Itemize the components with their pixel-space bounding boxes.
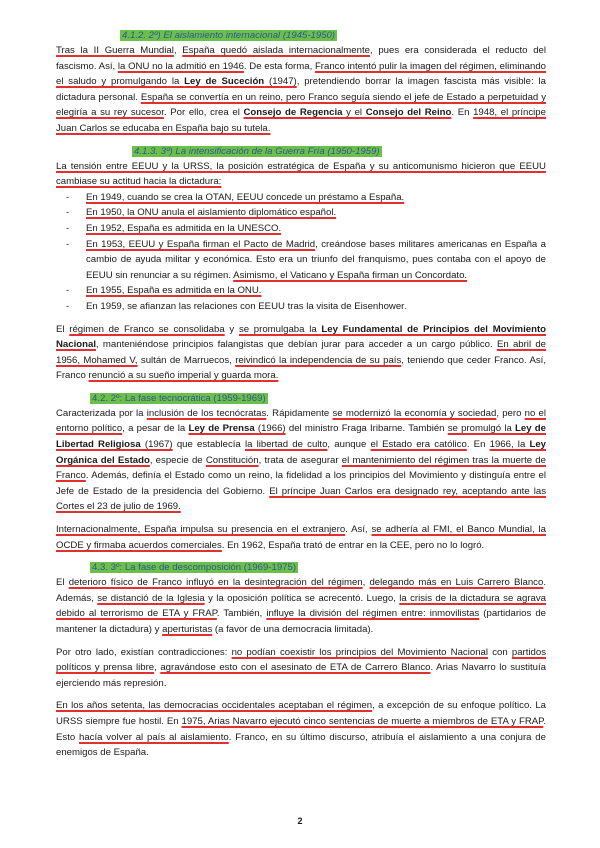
text-run: . Rápidamente bbox=[266, 407, 333, 419]
underlined-text: En 1949, cuando se crea la OTAN, EEUU concede un préstamo a España. bbox=[86, 191, 405, 203]
underlined-text: Ley de Suceción bbox=[184, 76, 265, 88]
text-run: . Esto bbox=[56, 715, 546, 743]
text-run: . Por ello, crea el bbox=[163, 107, 244, 119]
underlined-text: se adhería al FMI, el Banco Mundial, la OCDE y firmaba acuerdos comerciales bbox=[56, 524, 546, 551]
paragraph-tension bbox=[56, 159, 546, 190]
text-run: , aunque bbox=[327, 439, 371, 451]
underlined-text: Ley Fundamental de Principios del Movimiento Nacional bbox=[56, 323, 546, 351]
underlined-text: y el bbox=[342, 107, 366, 119]
paragraph-contradicciones bbox=[56, 645, 546, 692]
underlined-text: El príncipe Juan Carlos era designado rey, aceptando ante las Cortes el 23 de julio de 1969. bbox=[56, 485, 546, 513]
underlined-text: agravándose esto con el asesinato de ETA de Carrero Blanco bbox=[160, 662, 431, 674]
underlined-text: se promulgó la bbox=[447, 423, 516, 435]
underlined-text: 1966, la bbox=[489, 439, 530, 451]
text-run: y la oposición política se acrecentó. Luego, bbox=[204, 592, 400, 604]
events-list bbox=[56, 190, 546, 315]
page-number: 2 bbox=[297, 816, 303, 826]
text-run: . Así, bbox=[345, 524, 372, 536]
underlined-text: no podían coexistir los principios del Movimiento Nacional bbox=[231, 646, 489, 658]
text-run: . Arias Navarro lo sustituía ejerciendo más represión. bbox=[56, 662, 546, 689]
underlined-text: el mantenimiento del régimen tras la muerte de Franco bbox=[56, 454, 546, 482]
underlined-text: Ley de Libertad Religiosa bbox=[56, 423, 546, 451]
text-run: , a excepción de su enfoque político. La URSS siempre fue hostil. En bbox=[56, 700, 546, 727]
paragraph-aislamiento bbox=[56, 43, 546, 137]
underlined-text: En 1952, España es admitida en la UNESCO. bbox=[86, 222, 282, 234]
paragraph-internacional bbox=[56, 522, 546, 553]
underlined-text: Constitución bbox=[205, 454, 259, 466]
text-run: . También, bbox=[216, 608, 267, 620]
underlined-text: inclusión de los tecnócratas bbox=[146, 407, 267, 419]
text-run: , bbox=[154, 662, 161, 674]
text-run: , especie de bbox=[149, 454, 206, 466]
text-run: con bbox=[488, 646, 512, 658]
underlined-text: la ONU no la admitió en 1946 bbox=[117, 60, 244, 72]
underlined-text: reivindicó la independencia de su país bbox=[235, 354, 402, 366]
underlined-text: (1966) bbox=[254, 423, 286, 435]
text-run: , trata de asegurar bbox=[258, 454, 342, 466]
text-run: , creándose bases militares americanas en España a cambio de ayuda militar y económica. Esto era un triunfo del franquismo, pues contaba con el apoyo de EEUU sin renunciar a su régimen. bbox=[86, 238, 547, 281]
text-run: (partidarios de mantener la dictadura) y bbox=[56, 608, 546, 635]
underlined-text: la libertad de culto bbox=[244, 439, 328, 451]
underlined-text: aperturistas bbox=[162, 624, 213, 635]
list-item: - En 1955, España es admitida en la ONU. bbox=[66, 285, 262, 297]
text-run: Por otro lado, existían contradicciones: bbox=[56, 646, 232, 658]
underlined-text: el Estado era católico bbox=[370, 439, 467, 451]
underlined-text: En 1950, la ONU anula el aislamiento diplomático español. bbox=[86, 207, 337, 219]
text-run: , pues era considerada el reducto del fascismo. Así, bbox=[56, 45, 546, 72]
text-run: En 1959, se afianzan las relaciones con EEUU tras la visita de Eisenhower. bbox=[86, 300, 407, 312]
text-run: Caracterizada por la bbox=[56, 407, 147, 419]
underlined-text: partidos políticos y prensa libre bbox=[56, 646, 546, 674]
underlined-text: renunció a su sueño imperial y guarda mora. bbox=[88, 370, 279, 382]
underlined-text: hacía volver al país al aislamiento bbox=[79, 731, 229, 743]
text-run: , teniendo que ceder Franco. Así, Franco bbox=[56, 354, 546, 382]
heading-descomposicion: 4.3. 3º: La fase de descomposición (1969-1975) bbox=[92, 562, 297, 574]
underlined-text: España quedó aislada internacionalmente bbox=[182, 45, 370, 56]
underlined-text: influye la división del régimen entre: inmovilistas bbox=[266, 608, 480, 620]
underlined-text: Consejo del Reino bbox=[365, 107, 452, 119]
underlined-text: deterioro físico de Franco influyó en la desintegración del régimen bbox=[68, 577, 363, 589]
underlined-text: La tensión entre EEUU y la URSS, la posición estratégica de España y su anticomunismo hicieron que EEUU cambiase su actitud hacia la dictadura: bbox=[56, 160, 546, 188]
text-run: El bbox=[56, 577, 69, 589]
text-run: (a favor de una democracia limitada). bbox=[212, 624, 374, 635]
paragraph-tecnocratas bbox=[56, 406, 546, 515]
underlined-text: Asimismo, el Vaticano y España firman un Concordato. bbox=[233, 269, 468, 281]
text-run: . En bbox=[451, 107, 474, 119]
text-run: que establecía bbox=[172, 439, 245, 451]
underlined-text: se distanció de la Iglesia bbox=[97, 592, 205, 604]
list-item: - En 1953, EEUU y España firman el Pacto de Madrid, creándose bases militares americanas en España a cambio de ayuda militar y económica. Esto era un triunfo del franquismo, pues contaba con el apoyo de EEUU sin renunciar a su régimen. Asimismo, el Vaticano y España firman un Concordato. bbox=[66, 238, 547, 281]
underlined-text: En 1955, España es admitida en la ONU. bbox=[86, 285, 262, 297]
underlined-text: España se convertía en un reino, pero Franco seguía siendo el jefe de Estado a perpetuidad y elegiría a su rey sucesor bbox=[56, 91, 546, 119]
underlined-text: no el entorno político bbox=[56, 407, 547, 435]
underlined-text: se modernizó la economía y sociedad bbox=[332, 407, 497, 419]
paragraph-deterioro bbox=[56, 575, 546, 637]
underlined-text: régimen de Franco se consolidaba bbox=[69, 323, 225, 335]
underlined-text: (1947) bbox=[264, 76, 297, 88]
underlined-text: Consejo de Regencia bbox=[243, 107, 343, 119]
underlined-text: se promulgaba la bbox=[238, 323, 322, 335]
text-run: . En 1962, España trató de entrar en la CEE, pero no lo logró. bbox=[221, 539, 485, 551]
text-run: , a pesar de la bbox=[122, 423, 189, 435]
text-run: , pretendiendo borrar la imagen fascista más visible: la dictadura personal. bbox=[56, 76, 546, 103]
underlined-text: Internacionalmente, España impulsa su presencia en el extranjero bbox=[56, 524, 346, 536]
text-run: y bbox=[224, 323, 239, 335]
text-run: del ministro Fraga Iribarne. También bbox=[285, 423, 448, 435]
text-run: , bbox=[173, 45, 183, 56]
heading-guerra-fria: 4.1.3. 3º) La intensificación de la Guerra Fría (1950-1959) bbox=[134, 145, 380, 157]
text-run: . Además, bbox=[56, 577, 546, 604]
heading-aislamiento: 4.1.2. 2º) El aislamiento internacional (1945-1950) bbox=[122, 30, 336, 41]
list-item: - En 1952, España es admitida en la UNESCO. bbox=[66, 222, 282, 234]
paragraph-consolidacion bbox=[56, 322, 546, 384]
text-run: sultán de Marruecos, bbox=[137, 354, 236, 366]
text-run: . Además, definía el Estado como un reino, la fidelidad a los principios del Movimiento y distinguía entre el Jefe de Estado de la presidencia del Gobierno. bbox=[56, 470, 546, 497]
underlined-text: (1967) bbox=[140, 439, 173, 451]
text-run: El bbox=[56, 323, 70, 335]
text-run: , bbox=[362, 577, 370, 589]
list-item: - En 1950, la ONU anula el aislamiento diplomático español. bbox=[66, 207, 337, 219]
heading-tecnocratica: 4.2. 2º: La fase tecnocrática (1959-1969) bbox=[92, 392, 266, 404]
underlined-text: delegando más en Luis Carrero Blanco bbox=[369, 577, 544, 589]
underlined-text: En abril de 1956, Mohamed V, bbox=[56, 339, 546, 366]
underlined-text: Tras la II Guerra Mundial bbox=[56, 45, 174, 56]
list-item: - En 1949, cuando se crea la OTAN, EEUU concede un préstamo a España. bbox=[66, 191, 405, 203]
paragraph-anos-setenta bbox=[56, 698, 546, 760]
document-page bbox=[56, 28, 546, 761]
underlined-text: la crisis de la dictadura se agrava debido al terrorismo de ETA y FRAP bbox=[56, 592, 547, 620]
text-run: . De esta forma, bbox=[243, 60, 315, 72]
underlined-text: 1975, Arias Navarro ejecutó cinco sentencias de muerte a miembros de ETA y FRAP bbox=[181, 715, 544, 727]
underlined-text: Ley Orgánica del Estado bbox=[56, 439, 547, 466]
underlined-text: En 1953, EEUU y España firman el Pacto de Madrid bbox=[86, 238, 316, 250]
text-run: . En bbox=[466, 439, 490, 451]
text-run: , manteniéndose principios falangistas que debían jurar para acceder a un cargo público. bbox=[96, 339, 497, 351]
list-item: - En 1959, se afianzan las relaciones con EEUU tras la visita de Eisenhower. bbox=[66, 300, 407, 312]
underlined-text: 1948, el príncipe Juan Carlos se educaba en España bajo su tutela. bbox=[56, 107, 546, 134]
underlined-text: Ley de Prensa bbox=[188, 423, 255, 435]
text-run: . Franco, en su último discurso, atribuía el aislamiento a una conjura de enemigos de España. bbox=[56, 731, 546, 759]
underlined-text: Franco intentó pulir la imagen del régimen, eliminando el saludo y promulgando la bbox=[56, 60, 547, 88]
text-run: , pero bbox=[496, 407, 525, 419]
underlined-text: En los años setenta, las democracias occidentales aceptaban el régimen bbox=[56, 700, 373, 712]
